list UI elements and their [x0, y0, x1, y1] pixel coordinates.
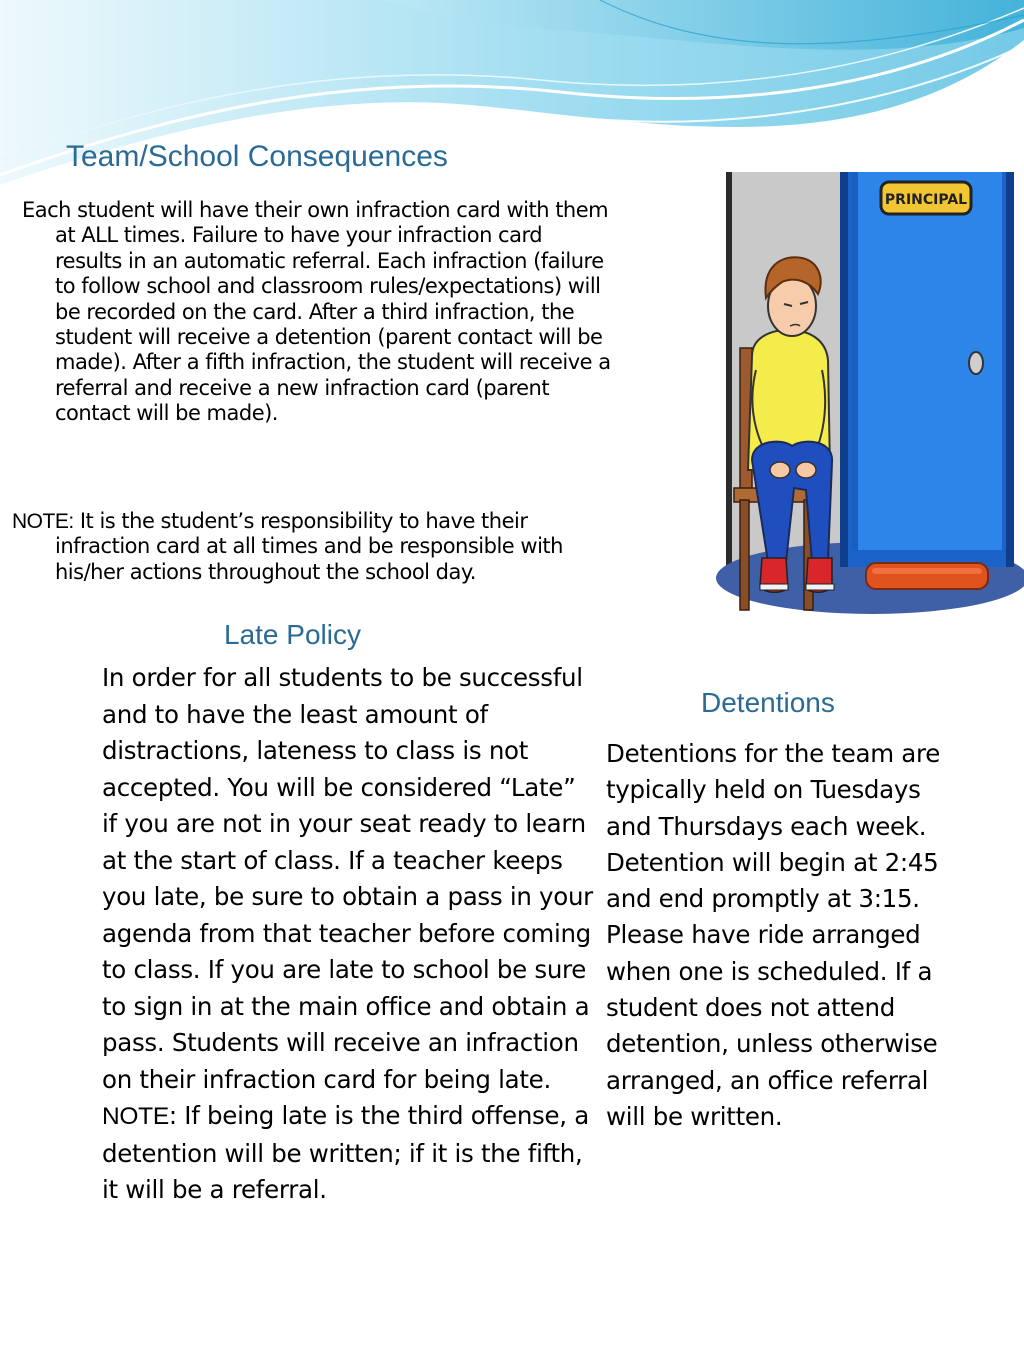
- note-label: NOTE:: [12, 510, 74, 533]
- late-policy-heading: Late Policy: [224, 619, 361, 650]
- late-policy-paragraph: [102, 660, 594, 1209]
- consequences-note: [12, 509, 621, 585]
- detentions-paragraph: Detentions for the team are typically held on Tuesdays and Thursdays each week. Detention will begin at 2:45 and end promptly at 3:15. Please have ride arranged when one is scheduled. If a student does not attend detention, unless otherwise arranged, an office referral will be written.: [606, 739, 940, 1131]
- page-title: Team/School Consequences: [66, 140, 448, 173]
- detentions-heading: Detentions: [701, 687, 835, 718]
- late-note-label: NOTE: [102, 1103, 169, 1130]
- note-text: It is the student’s responsibility to have their infraction card at all times and be responsible with his/her actions throughout the school day.: [55, 509, 563, 584]
- student-waiting-principal-door-icon: [712, 170, 1024, 615]
- consequences-paragraph: Each student will have their own infraction card with them at ALL times. Failure to have your infraction card results in an automatic referral. Each infraction (failure to follow school and classroom rules/expectations) will be recorded on the card. After a third infraction, the student will receive a detention (parent contact will be made). After a fifth infraction, the student will receive a referral and receive a new infraction card (parent contact will be made).: [22, 198, 611, 426]
- door-sign-label: PRINCIPAL: [884, 192, 968, 208]
- late-note-text: : If being late is the third offense, a detention will be written; if it is the fifth, it will be a referral.: [102, 1101, 589, 1204]
- late-policy-text: In order for all students to be successful and to have the least amount of distractions, lateness to class is not accepted. You will be considered “Late” if you are not in your seat ready to learn at the start of class. If a teacher keeps you late, be sure to obtain a pass in your agenda from that teacher before coming to class. If you are late to school be sure to sign in at the main office and obtain a pass. Students will receive an infraction on their infraction card for being late.: [102, 663, 593, 1094]
